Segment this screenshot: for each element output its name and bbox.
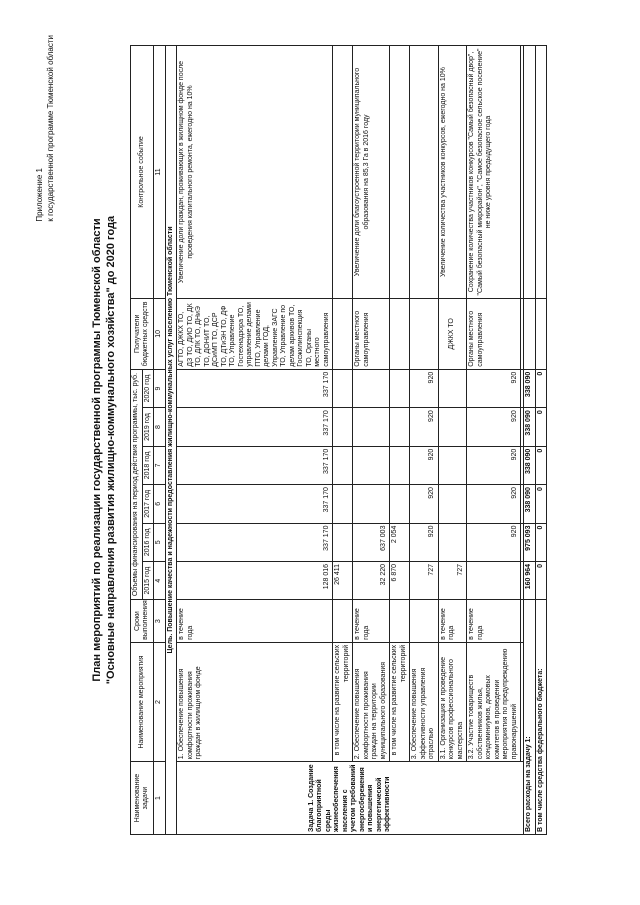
total-value: 338 090 xyxy=(524,369,536,408)
plan-table xyxy=(130,45,547,835)
col-funding-header: Объемы финансирования на период действия программы, тыс. руб. xyxy=(131,369,143,600)
appendix-line-2: к государственной программе Тюменской области xyxy=(46,35,55,222)
federal-value: 0 xyxy=(535,408,547,446)
col-num: 4 xyxy=(154,561,166,599)
value-cell: 920 xyxy=(467,369,521,408)
value-cell: 337 170 xyxy=(177,446,333,484)
year-header: 2015 год xyxy=(142,561,154,599)
year-header: 2018 год xyxy=(142,446,154,484)
federal-row xyxy=(535,46,547,835)
col-control-header: Контрольное событие xyxy=(131,46,154,299)
event-cell: в том числе на развитие сельских территорий xyxy=(333,642,353,761)
year-header: 2017 год xyxy=(142,485,154,523)
term-cell: в течение года xyxy=(177,600,333,642)
year-header: 2020 год xyxy=(142,369,154,408)
total-value: 160 964 xyxy=(524,561,536,599)
value-cell: 6 870 xyxy=(390,561,410,599)
value-cell: 920 xyxy=(467,446,521,484)
federal-value: 0 xyxy=(535,561,547,599)
federal-label: В том числе средства федерального бюджета: xyxy=(535,600,547,835)
table-row xyxy=(333,46,353,835)
column-number-row xyxy=(154,46,166,835)
col-num: 6 xyxy=(154,485,166,523)
event-cell: 3.1. Организация и проведение конкурсов профессионального мастерства xyxy=(438,642,467,761)
event-cell: 3. Обеспечение повышения эффективности управления отраслью xyxy=(410,642,439,761)
value-cell: 920 xyxy=(467,523,521,561)
title-line-2: "Основные направления развития жилищно-коммунального хозяйства" до 2020 года xyxy=(105,215,117,685)
col-num: 9 xyxy=(154,369,166,408)
value-cell: 920 xyxy=(467,485,521,523)
value-cell: 128 016 xyxy=(177,561,333,599)
event-cell: 1. Обеспечение повышения комфортности проживания граждан в жилищном фонде xyxy=(177,642,333,761)
event-cell: 2. Обеспечение повышения комфортности проживания граждан на территории муниципального образования xyxy=(353,642,390,761)
col-num: 7 xyxy=(154,446,166,484)
year-header: 2016 год xyxy=(142,523,154,561)
value-cell: 920 xyxy=(410,408,439,446)
event-cell: 3.2. Участие товариществ собственников жилья, кондоминиумов, домовых комитетов в проведении мероприятия по предупреждению правонарушений xyxy=(467,642,521,761)
total-value: 975 093 xyxy=(524,523,536,561)
recipients-cell: Органы местного самоуправления xyxy=(353,298,390,369)
value-cell: 337 170 xyxy=(177,485,333,523)
value-cell: 337 170 xyxy=(177,408,333,446)
col-num: 10 xyxy=(154,298,166,369)
total-value: 338 090 xyxy=(524,485,536,523)
total-row xyxy=(524,46,536,835)
table-row xyxy=(410,46,439,835)
col-num: 8 xyxy=(154,408,166,446)
term-cell: в течение года xyxy=(467,600,521,642)
document-title xyxy=(90,25,118,875)
federal-value: 0 xyxy=(535,523,547,561)
appendix-note xyxy=(34,35,56,222)
control-cell: Увеличение доли благоустроенной территории муниципального образования на 85,3 Га в 2016 году xyxy=(353,46,390,299)
value-cell: 727 xyxy=(410,561,439,599)
year-header: 2019 год xyxy=(142,408,154,446)
value-cell: 727 xyxy=(438,561,467,599)
col-num: 5 xyxy=(154,523,166,561)
recipients-cell: ДЖКХ ТО xyxy=(438,298,467,369)
value-cell: 920 xyxy=(410,523,439,561)
value-cell: 920 xyxy=(410,446,439,484)
federal-value: 0 xyxy=(535,485,547,523)
term-cell: в течение года xyxy=(438,600,467,642)
table-row xyxy=(438,46,467,835)
col-num: 1 xyxy=(154,762,166,835)
goal-row xyxy=(165,46,177,835)
col-num: 3 xyxy=(154,600,166,642)
rotated-landscape-page xyxy=(30,25,615,875)
control-cell: Увеличение количества участников конкурсов, ежегодно на 10% xyxy=(438,46,467,299)
task-1-cell: Задача 1. Создание благоприятной среды жизнеобеспечения населения с учетом требований энергосбережения и повышения энергетической эффективности xyxy=(177,762,524,835)
total-value: 338 090 xyxy=(524,446,536,484)
federal-value: 0 xyxy=(535,446,547,484)
value-cell: 2 054 xyxy=(390,523,410,561)
table-row xyxy=(467,46,521,835)
event-cell: в том числе на развитие сельских территорий xyxy=(390,642,410,761)
federal-value: 0 xyxy=(535,369,547,408)
value-cell: 32 220 xyxy=(353,561,390,599)
header-row xyxy=(131,46,143,835)
value-cell: 920 xyxy=(410,369,439,408)
col-term-header: Сроки выполнения xyxy=(131,600,154,642)
col-num: 2 xyxy=(154,642,166,761)
recipients-cell: Органы местного самоуправления xyxy=(467,298,521,369)
total-value: 338 090 xyxy=(524,408,536,446)
col-recipients-header: Получатели бюджетных средств xyxy=(131,298,154,369)
control-cell: Увеличение доли граждан, проживающих в жилищном фонде после проведения капитального ремонта, ежегодно на 10% xyxy=(177,46,333,299)
appendix-line-1: Приложение 1 xyxy=(35,168,44,222)
control-cell: Сохранение количества участников конкурсов "Самый безопасный двор", "Самый безопасный микрорайон", "Самое безопасное сельское поселение" не ниже уровня предыдущего года xyxy=(467,46,521,299)
term-cell xyxy=(333,600,353,642)
value-cell: 637 003 xyxy=(353,523,390,561)
col-task-header: Наименование задачи xyxy=(131,762,154,835)
col-event-header: Наименование мероприятия xyxy=(131,642,154,761)
title-line-1: План мероприятий по реализации государственной программы Тюменской области xyxy=(91,218,103,682)
value-cell: 920 xyxy=(467,408,521,446)
col-num: 11 xyxy=(154,46,166,299)
table-row xyxy=(390,46,410,835)
term-cell: в течение года xyxy=(353,600,390,642)
value-cell: 920 xyxy=(410,485,439,523)
value-cell: 337 170 xyxy=(177,369,333,408)
value-cell: 337 170 xyxy=(177,523,333,561)
value-cell: 26 411 xyxy=(333,561,353,599)
recipients-cell: АГТО, ДЖКХ ТО, ДЗ ТО, ДИО ТО, ДК ТО, ДЛК ТО, ДНиЭ ТО, ДОНИТ ТО, ДСиМП ТО, ДСР ТО, ДТиЭН ТО, ДФ ТО, Управление Гостехнадзора ТО, управление делами ПТО, Управление делами ГОД, Управление ЗАГС ТО, Управление по делам архивов ТО, Госжилинспекция ТО, Органы местного самоуправления xyxy=(177,298,333,369)
table-row xyxy=(177,46,333,835)
table-row xyxy=(353,46,390,835)
goal-text: Цель. Повышение качества и надежности предоставления жилищно-коммунальных услуг населению Тюменской области xyxy=(165,46,177,835)
total-label: Всего расходы на задачу 1: xyxy=(524,600,536,835)
